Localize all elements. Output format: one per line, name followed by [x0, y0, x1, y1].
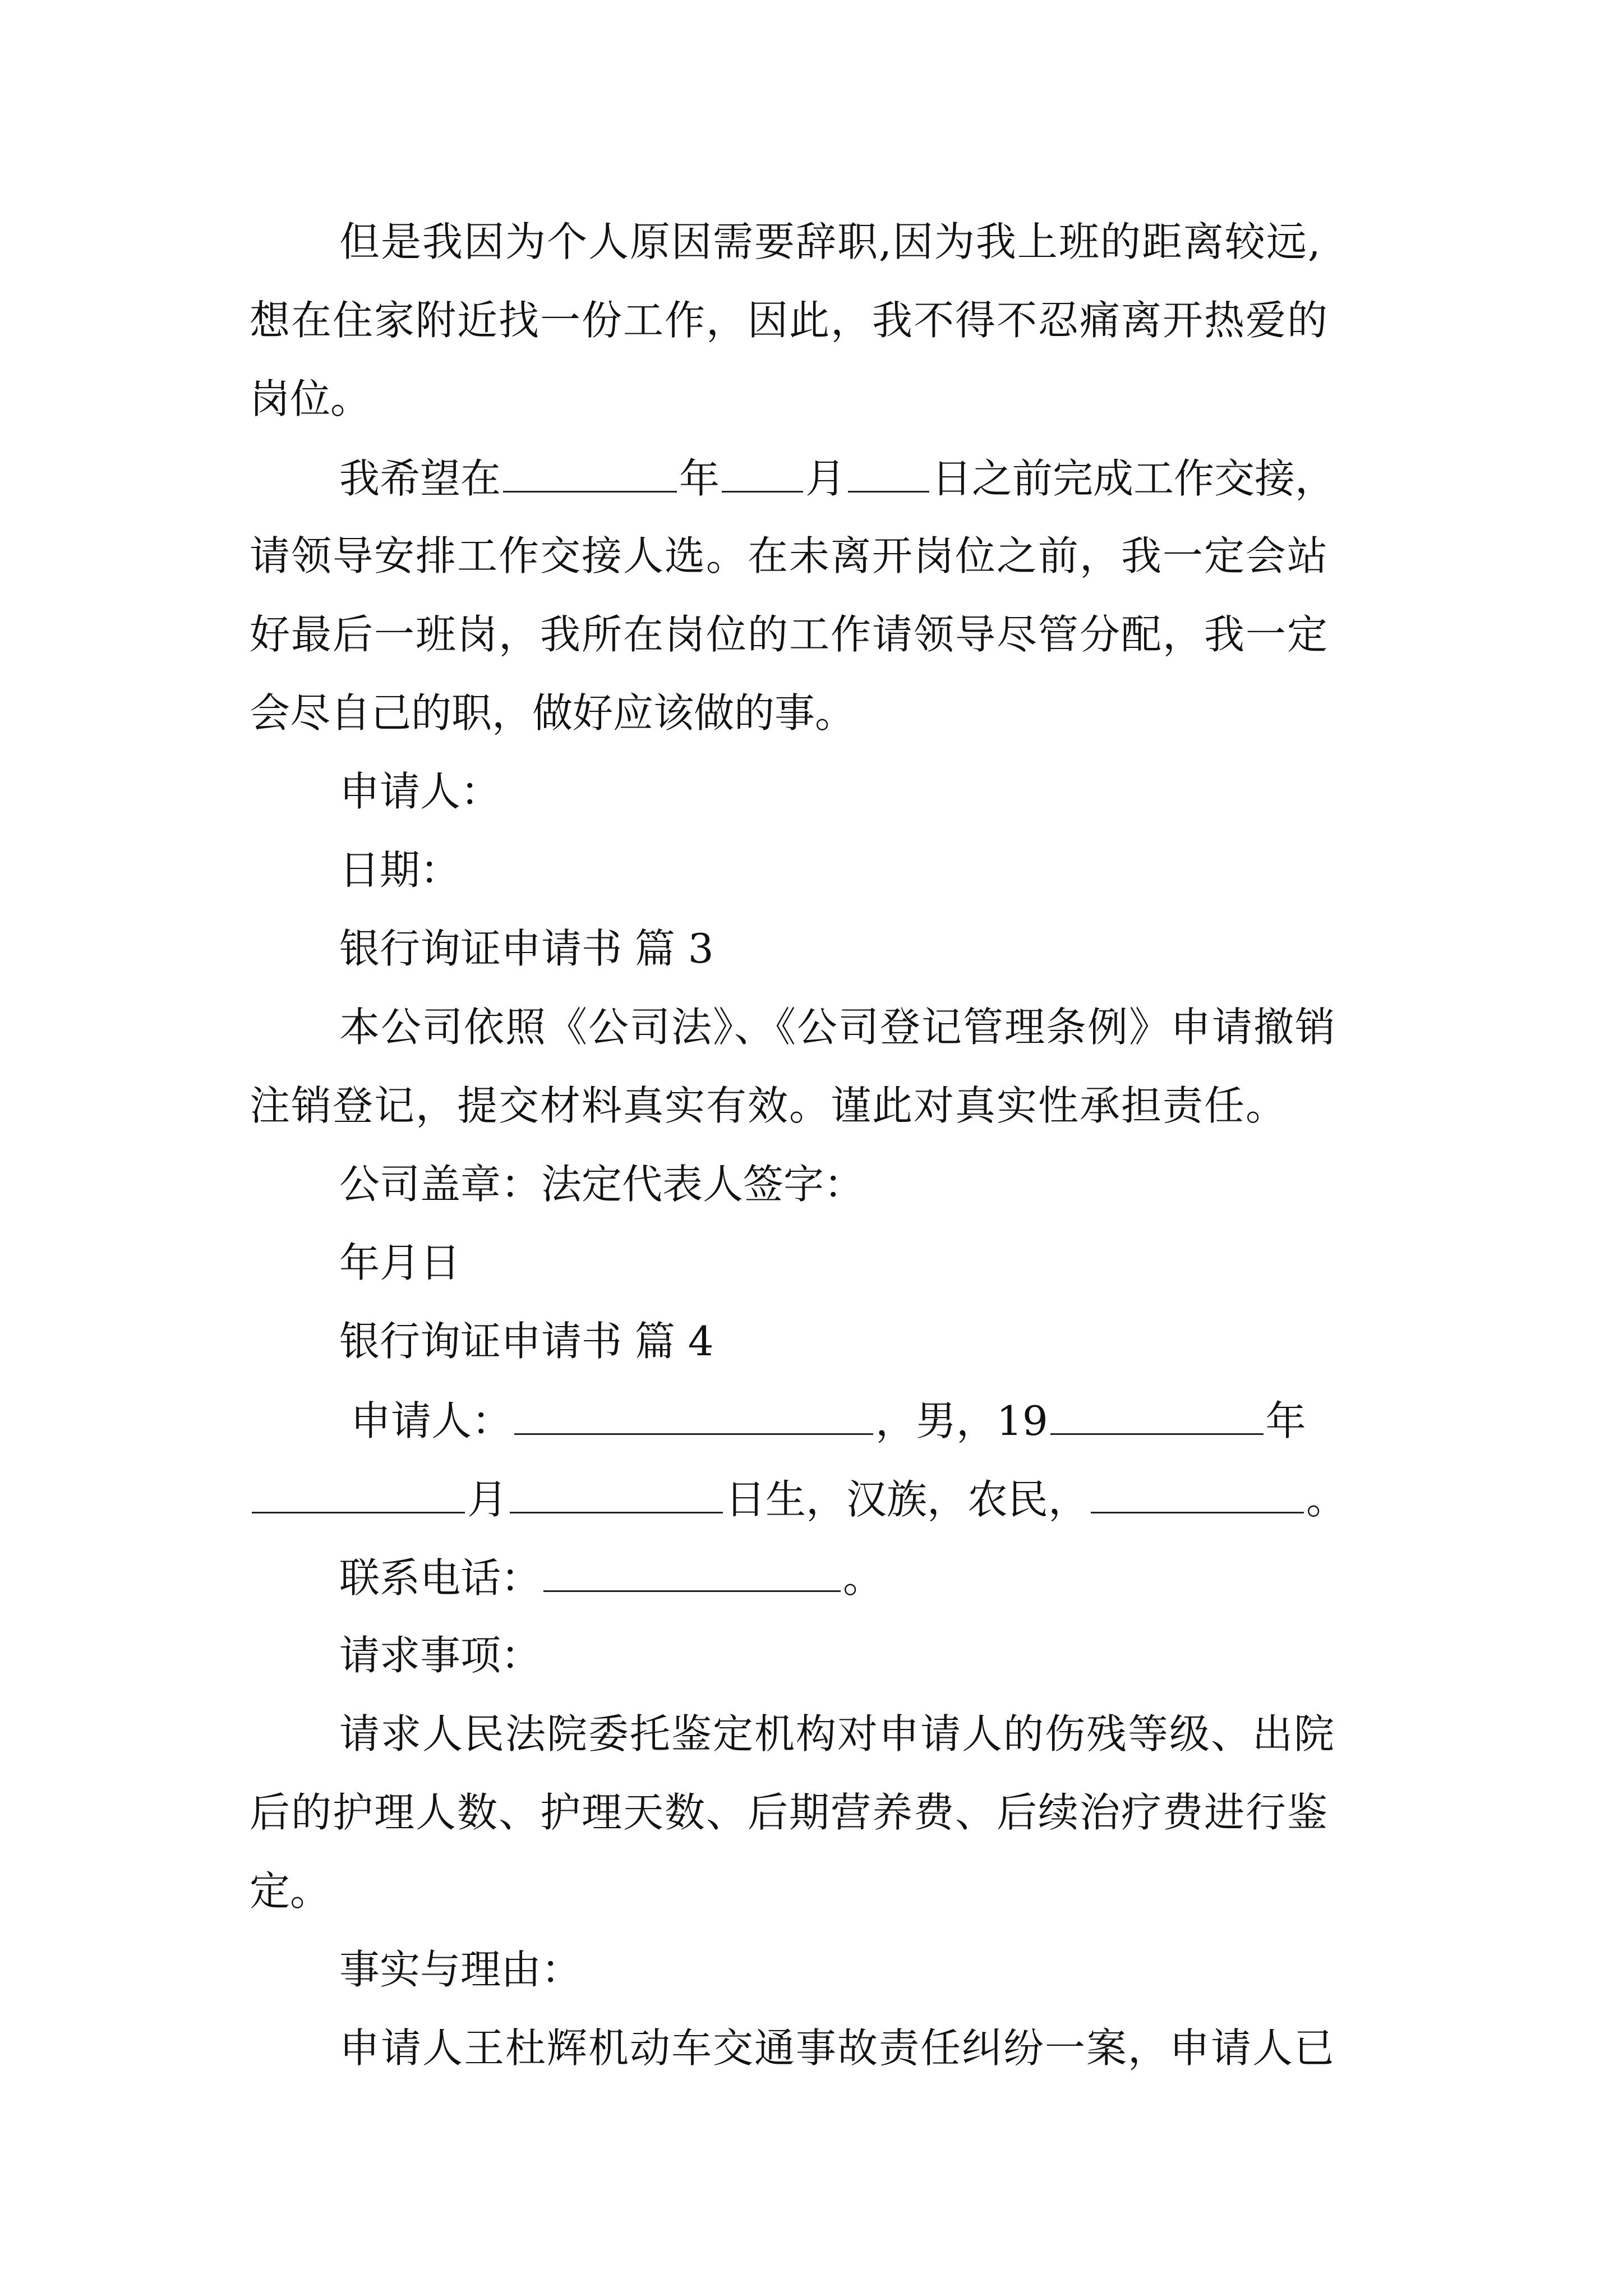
- paragraph-line: 想在住家附近找一份工作，因此，我不得不忍痛离开热爱的: [250, 297, 1329, 344]
- paragraph-line: 请求人民法院委托鉴定机构对申请人的伤残等级、出院: [339, 1710, 1336, 1757]
- paragraph-line: [339, 455, 1336, 502]
- paragraph-line: 本公司依照《公司法》、《公司登记管理条例》申请撤销: [339, 1004, 1337, 1051]
- text: 日生，汉族，农民，: [725, 1476, 1089, 1523]
- section-subtitle: 事实与理由：: [339, 1946, 582, 1993]
- blank-underline: [503, 457, 677, 493]
- paragraph-line: 注销登记，提交材料真实有效。谨此对真实性承担责任。: [250, 1082, 1288, 1129]
- paragraph-line: 但是我因为个人原因需要辞职,因为我上班的距离较远,: [339, 218, 1322, 265]
- text: 。: [1306, 1476, 1347, 1523]
- text: 年: [1265, 1397, 1306, 1444]
- text: 。: [843, 1554, 884, 1602]
- blank-underline: [252, 1478, 465, 1513]
- paragraph-line: 请领导安排工作交接人选。在未离开岗位之前，我一定会站: [250, 532, 1329, 579]
- text: 我希望在: [339, 455, 501, 502]
- blank-underline: [848, 457, 929, 493]
- paragraph-line: 定。: [250, 1867, 331, 1915]
- section-heading: 银行询证申请书 篇 4: [339, 1318, 714, 1365]
- text: 日之前完成工作交接，: [932, 455, 1336, 502]
- paragraph-line: 岗位。: [250, 375, 371, 422]
- date-label: 日期：: [339, 846, 461, 894]
- paragraph-line: 后的护理人数、护理天数、后期营养费、后续治疗费进行鉴: [250, 1789, 1329, 1836]
- text: 月: [467, 1476, 508, 1523]
- paragraph-line: 申请人王杜辉机动车交通事故责任纠纷一案，申请人已: [339, 2024, 1336, 2072]
- paragraph-line: [339, 1554, 884, 1602]
- section-heading: 银行询证申请书 篇 3: [339, 925, 714, 972]
- paragraph-line: 会尽自己的职，做好应该做的事。: [250, 689, 856, 737]
- blank-underline: [510, 1478, 723, 1513]
- date-ymd: 年月日: [339, 1239, 461, 1286]
- blank-underline: [722, 457, 803, 493]
- paragraph-line: [250, 1476, 1347, 1523]
- blank-underline: [1050, 1400, 1264, 1435]
- applicant-label: 申请人：: [339, 768, 501, 815]
- blank-underline: [514, 1400, 873, 1435]
- blank-underline: [543, 1557, 841, 1592]
- phone-label: 联系电话：: [339, 1554, 542, 1602]
- section-subtitle: 请求事项：: [339, 1632, 542, 1679]
- text: 申请人：: [351, 1397, 513, 1444]
- text: 年: [679, 455, 720, 502]
- text: 月: [805, 455, 846, 502]
- text: ，男，19: [875, 1397, 1048, 1444]
- blank-underline: [1091, 1478, 1304, 1513]
- seal-signature-line: 公司盖章：法定代表人签字：: [339, 1161, 865, 1208]
- paragraph-line: 好最后一班岗，我所在岗位的工作请领导尽管分配，我一定: [250, 611, 1329, 658]
- paragraph-line: [351, 1397, 1306, 1444]
